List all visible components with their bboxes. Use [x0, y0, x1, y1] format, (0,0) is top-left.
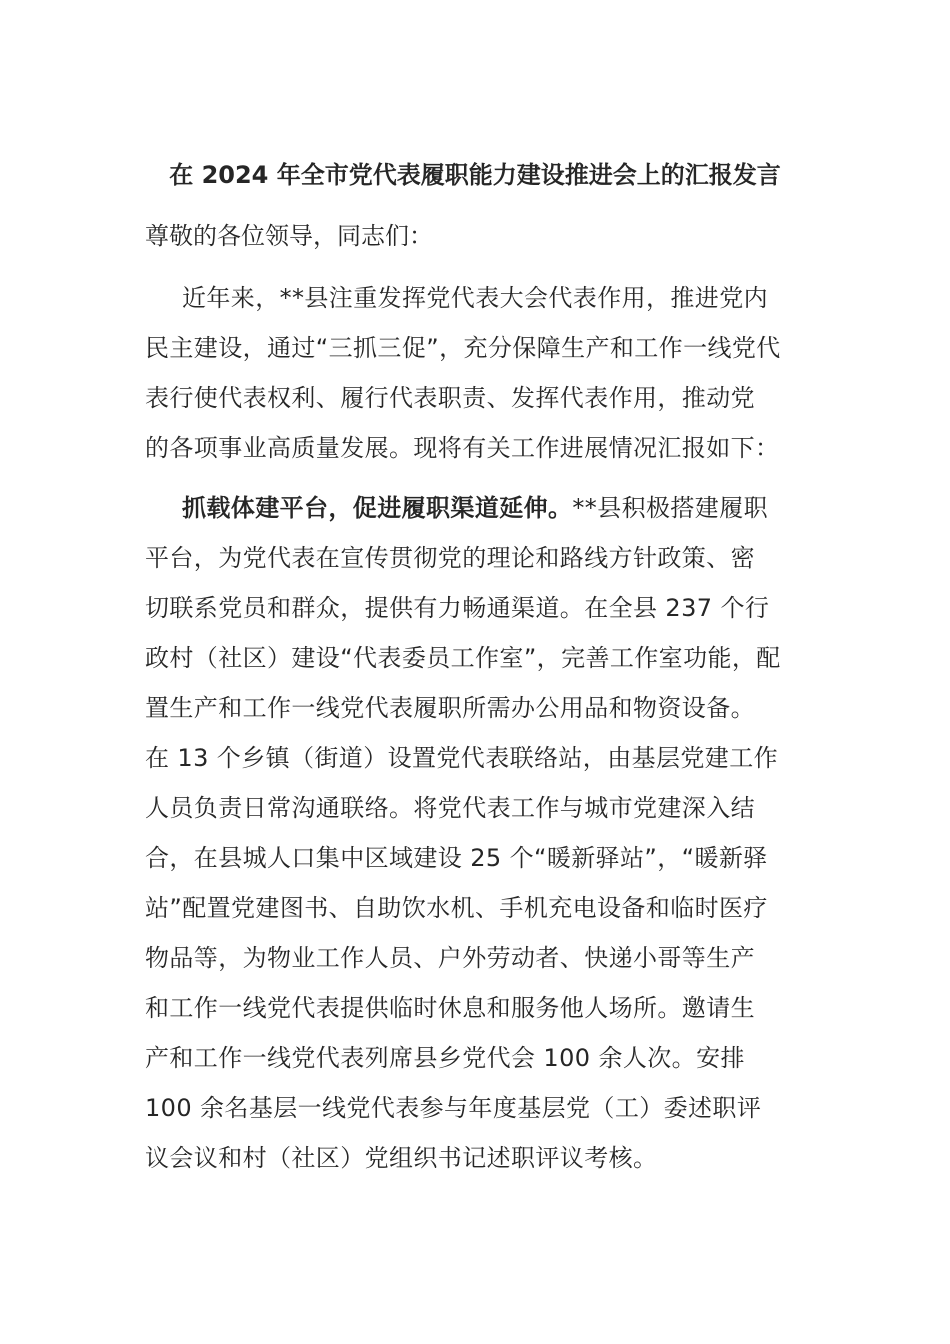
- paragraph-line: 和工作一线党代表提供临时休息和服务他人场所。邀请生: [145, 994, 755, 1022]
- document-title: 在 2024 年全市党代表履职能力建设推进会上的汇报发言: [169, 161, 781, 189]
- paragraph-line: 的各项事业高质量发展。现将有关工作进展情况汇报如下：: [145, 434, 780, 462]
- paragraph-line: 表行使代表权利、履行代表职责、发挥代表作用，推动党: [145, 384, 755, 412]
- paragraph-line: 议会议和村（社区）党组织书记述职评议考核。: [145, 1144, 658, 1172]
- paragraph-line: 近年来，**县注重发挥党代表大会代表作用，推进党内: [182, 284, 768, 312]
- section-paragraph: [145, 483, 805, 1183]
- paragraph-line: 政村（社区）建设“代表委员工作室”，完善工作室功能，配: [145, 644, 781, 672]
- section-heading: 抓载体建平台，促进履职渠道延伸。: [182, 494, 573, 522]
- paragraph-line: 产和工作一线党代表列席县乡党代会 100 余人次。安排: [145, 1044, 745, 1072]
- paragraph-line: 物品等，为物业工作人员、户外劳动者、快递小哥等生产: [145, 944, 755, 972]
- paragraph-line: 合，在县城人口集中区域建设 25 个“暖新驿站”，“暖新驿: [145, 844, 768, 872]
- section-first-line-text: **县积极搭建履职: [572, 494, 769, 522]
- section-first-line: [145, 483, 805, 533]
- paragraph-line: 民主建设，通过“三抓三促”，充分保障生产和工作一线党代: [145, 334, 781, 362]
- paragraph-line: 置生产和工作一线党代表履职所需办公用品和物资设备。: [145, 694, 755, 722]
- salutation: 尊敬的各位领导，同志们：: [145, 222, 433, 250]
- paragraph-line: 切联系党员和群众，提供有力畅通渠道。在全县 237 个行: [145, 594, 770, 622]
- paragraph-line: 平台，为党代表在宣传贯彻党的理论和路线方针政策、密: [145, 544, 755, 572]
- paragraph-line: 在 13 个乡镇（街道）设置党代表联络站，由基层党建工作: [145, 744, 778, 772]
- paragraph-line: 站”配置党建图书、自助饮水机、手机充电设备和临时医疗: [145, 894, 768, 922]
- paragraph-line: 100 余名基层一线党代表参与年度基层党（工）委述职评: [145, 1094, 762, 1122]
- paragraph-line: 人员负责日常沟通联络。将党代表工作与城市党建深入结: [145, 794, 755, 822]
- intro-paragraph: [145, 273, 805, 473]
